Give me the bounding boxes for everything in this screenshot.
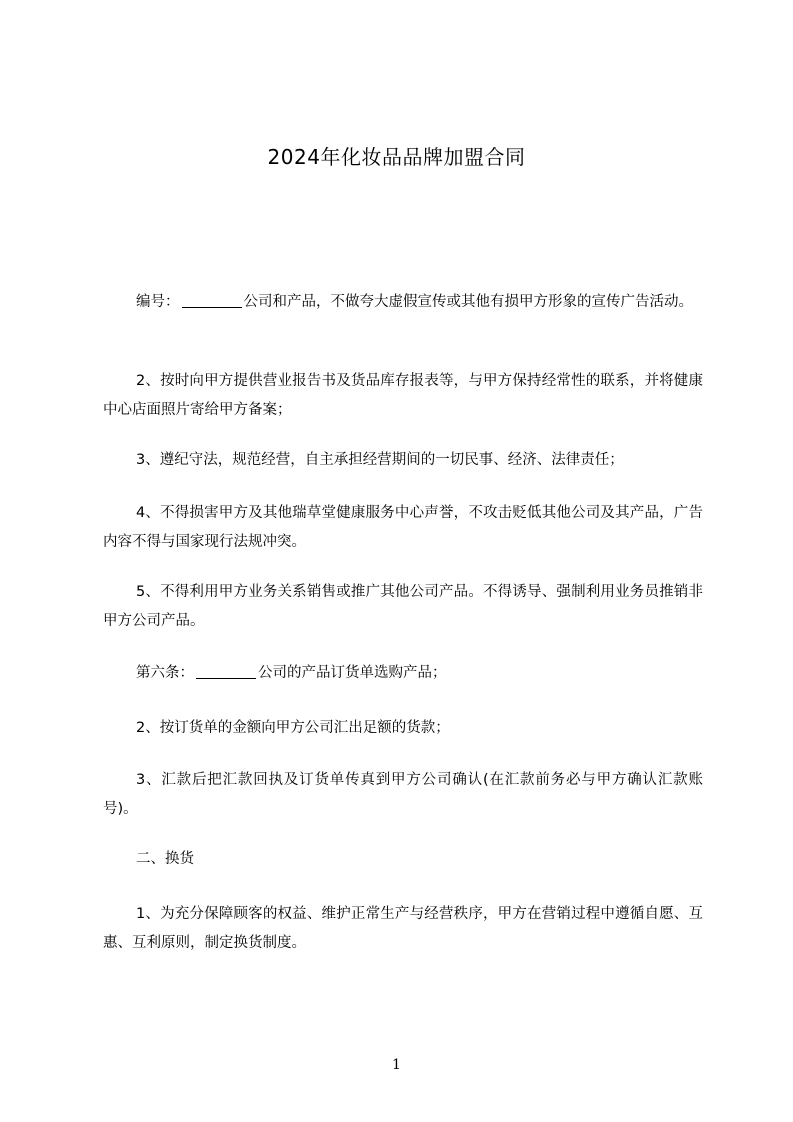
paragraph-remittance: 3、汇款后把汇款回执及订货单传真到甲方公司确认(在汇款前务必与甲方确认汇款账号)。 [103, 772, 703, 817]
paragraph-payment: 2、按订货单的金额向甲方公司汇出足额的货款； [136, 720, 450, 736]
article-6-label: 第六条： [136, 665, 194, 681]
paragraph-article-6 [103, 659, 703, 688]
document-title: 2024年化妆品品牌加盟合同 [267, 145, 526, 169]
section-heading-exchange: 二、换货 [136, 851, 194, 867]
paragraph-clause-4: 4、不得损害甲方及其他瑞草堂健康服务中心声誉，不攻击贬低其他公司及其产品，广告内容不得与国家现行法规冲突。 [103, 505, 703, 550]
paragraph-exchange-policy: 1、为充分保障顾客的权益、维护正常生产与经营秩序，甲方在营销过程中遵循自愿、互惠、互利原则，制定换货制度。 [103, 906, 703, 951]
paragraph-text: 公司的产品订货单选购产品； [258, 665, 447, 681]
paragraph-clause-3: 3、遵纪守法，规范经营，自主承担经营期间的一切民事、经济、法律责任； [136, 452, 624, 468]
paragraph-clause-5: 5、不得利用甲方业务关系销售或推广其他公司产品。不得诱导、强制利用业务员推销非甲方公司产品。 [103, 584, 703, 629]
page-number: 1 [392, 1057, 401, 1073]
contract-number-label: 编号： [136, 294, 180, 310]
paragraph-contract-number [103, 288, 703, 317]
article-6-blank [196, 664, 256, 680]
paragraph-clause-2: 2、按时向甲方提供营业报告书及货品库存报表等，与甲方保持经常性的联系，并将健康中心店面照片寄给甲方备案； [103, 373, 703, 418]
paragraph-text: 公司和产品，不做夸大虚假宣传或其他有损甲方形象的宣传广告活动。 [243, 294, 693, 310]
contract-number-blank [182, 293, 242, 309]
